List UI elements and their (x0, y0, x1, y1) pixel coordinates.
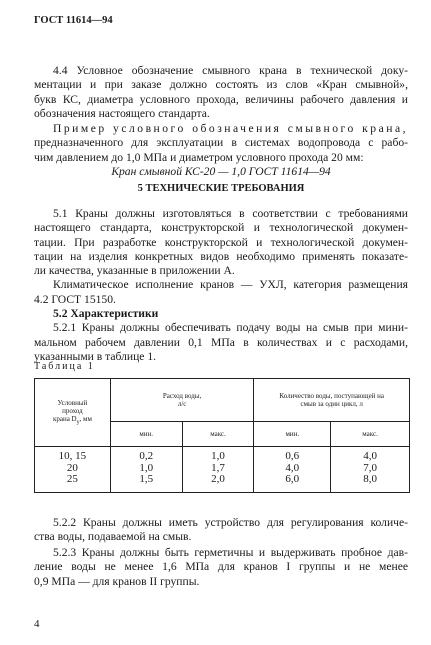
flow-max-cell (182, 447, 254, 493)
cell-flow-min-1: 1,0 (139, 461, 154, 474)
table-1-caption: Таблица 1 (34, 361, 95, 372)
header-water-quantity (254, 379, 410, 422)
clause-4-4-line-3: букв КС, диаметра условного прохода, величины рабочего давления и (34, 92, 408, 106)
header-quantity-line-1: Количество воды, поступающей на (279, 392, 385, 400)
clause-4-4-line-4: обозначения настоящего стандарта. (34, 106, 210, 120)
example-line-2: предназначенного для эксплуатации в системах водопровода с рабо- (34, 136, 408, 150)
header-nominal-unit: , мм (79, 415, 92, 424)
cell-qty-min-2: 6,0 (285, 473, 300, 485)
climate-line-2: 4.2 ГОСТ 15150. (34, 292, 116, 306)
clause-5-1 (34, 207, 408, 364)
clause-5-2-2 (34, 516, 408, 545)
climate-line-1: Климатическое исполнение кранов — УХЛ, категория размещения (53, 278, 408, 292)
header-flow-line-1: Расход воды, (162, 392, 202, 400)
clause-5-2-3-line-2: ление воды не менее 1,6 МПа для кранов I группы и не менее (34, 560, 408, 574)
cell-qty-min-0: 0,6 (285, 450, 300, 462)
flow-min-cell (110, 447, 182, 493)
nominal-diameter-cell (35, 447, 111, 493)
table-1 (34, 378, 410, 493)
header-nominal-subscript: у (76, 419, 80, 426)
header-flow-min: мин. (110, 422, 182, 447)
header-quantity-line-2: смыв за один цикл, л (300, 400, 363, 408)
clause-5-1-line-1: 5.1 Краны должны изготовляться в соответствии с требованиями (53, 207, 408, 220)
example-designation: Кран смывной КС-20 — 1,0 ГОСТ 11614—94 (111, 164, 331, 178)
header-flow-line-2: л/с (177, 400, 187, 408)
cell-qty-max-1: 7,0 (363, 461, 377, 474)
section-5-title: 5 ТЕХНИЧЕСКИЕ ТРЕБОВАНИЯ (137, 183, 305, 194)
clause-5-2-2-line-2: ства воды, подаваемой на смыв. (34, 530, 192, 544)
header-nominal-line-3: крана D (52, 415, 77, 424)
clause-5-2-1-line-2: мальном рабочем давлении 0,1 МПа в количествах и с расходами, (34, 335, 408, 349)
clause-5-2-1-line-1: 5.2.1 Краны должны обеспечивать подачу воды на смыв при мини- (53, 321, 408, 335)
designation-example (34, 122, 408, 179)
header-nominal-line-2: проход (62, 407, 83, 416)
clause-4-4-line-2: ментации и при заказе должно состоять из слов «Кран смывной», (34, 78, 408, 92)
example-line-3: чим давлением до 1,0 МПа и диаметром условного прохода 20 мм: (34, 150, 364, 164)
document-header: ГОСТ 11614—94 (34, 15, 113, 26)
clause-5-1-line-5: ли качества, указанные в приложении А. (34, 264, 235, 278)
cell-flow-max-0: 1,0 (211, 450, 225, 462)
cell-qty-max-0: 4,0 (363, 450, 377, 462)
clause-4-4 (34, 64, 408, 121)
cell-flow-min-2: 1,5 (139, 473, 154, 485)
clause-5-2-1-line-3: указанными в таблице 1. (34, 349, 157, 363)
cell-qty-min-1: 4,0 (285, 461, 300, 474)
cell-flow-max-1: 1,7 (211, 461, 225, 474)
clause-4-4-line-1: 4.4 Условное обозначение смывного крана в технической доку- (53, 64, 408, 77)
clause-5-2-3-line-1: 5.2.3 Краны должны быть герметичны и выдерживать пробное дав- (53, 546, 408, 559)
clause-5-1-line-3: тации. При разработке конструкторской и технологической докумен- (34, 235, 408, 249)
header-nominal-diameter (35, 379, 111, 447)
cell-flow-max-2: 2,0 (211, 473, 225, 485)
clause-5-2-2-line-1: 5.2.2 Краны должны иметь устройство для регулирования количе- (53, 516, 408, 529)
clause-5-2-3-line-3: 0,9 МПа — для кранов II группы. (34, 574, 200, 588)
qty-max-cell (331, 447, 410, 493)
clause-5-2-3 (34, 546, 408, 589)
cell-flow-min-0: 0,2 (139, 450, 154, 462)
cell-qty-max-2: 8,0 (363, 473, 377, 485)
header-flow-max: макс. (182, 422, 254, 447)
example-line-1: Пример условного обозначения смывного крана, (53, 122, 408, 135)
qty-min-cell (254, 447, 331, 493)
cell-nominal-0: 10, 15 (58, 450, 87, 462)
table-row (35, 447, 410, 493)
header-flow-rate (110, 379, 254, 422)
clause-5-1-line-4: тации на изделия конкретных видов необходимо применять показате- (34, 249, 408, 263)
header-qty-min: мин. (254, 422, 331, 447)
header-qty-max: макс. (331, 422, 410, 447)
cell-nominal-1: 20 (66, 461, 78, 474)
header-nominal-line-1: Условный (57, 399, 88, 408)
clause-5-2-title: 5.2 Характеристики (53, 307, 159, 321)
page-number: 4 (34, 618, 40, 630)
cell-nominal-2: 25 (66, 473, 78, 485)
clause-5-1-line-2: настоящего стандарта, конструкторской и технологической докумен- (34, 221, 408, 235)
